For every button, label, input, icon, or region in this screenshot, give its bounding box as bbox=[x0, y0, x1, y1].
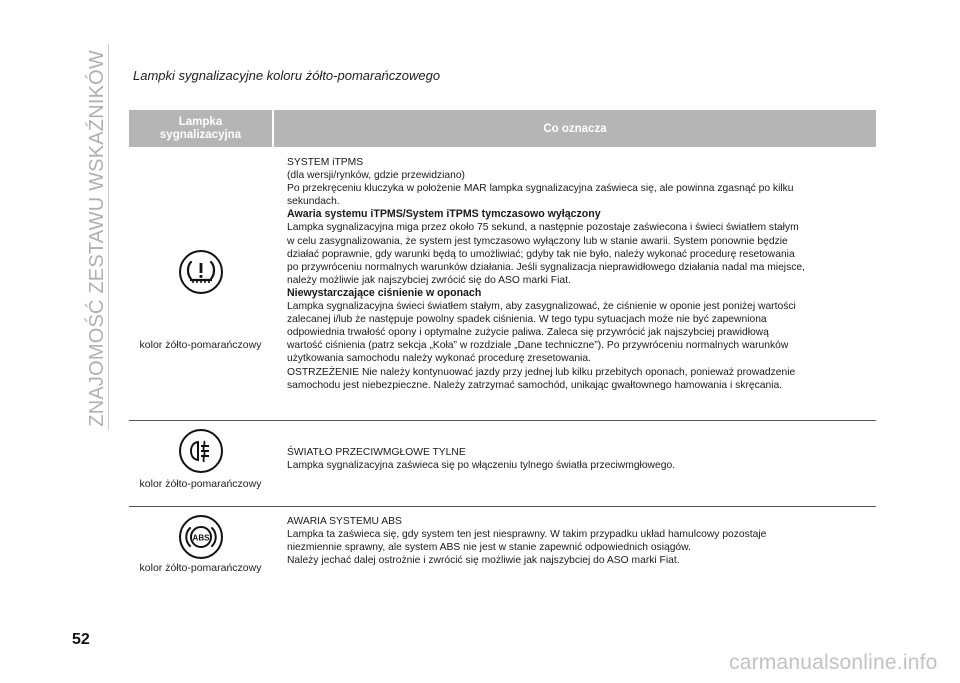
desc-line: działać poprawnie, gdy warunki będą to umożliwiać; gdyby tak nie było, należy wykonać procedurę resetowania bbox=[287, 248, 795, 260]
table-row bbox=[129, 421, 876, 507]
abs-icon-text: ABS bbox=[192, 533, 209, 543]
table-row bbox=[129, 147, 876, 421]
header-lamp-line1: Lampka bbox=[178, 115, 223, 128]
header-lamp bbox=[129, 110, 272, 147]
lamp-description bbox=[287, 507, 876, 589]
page-number: 52 bbox=[72, 631, 90, 648]
desc-line: niezmiennie sprawny, ale system ABS nie jest w stanie zapewnić odpowiednich osiągów. bbox=[287, 542, 691, 554]
desc-line: Lampka sygnalizacyjna miga przez około 75 sekund, a następnie pozostaje zaświecona i świeci światłem stałym bbox=[287, 222, 799, 234]
desc-line: Lampka sygnalizacyjna świeci światłem stałym, aby zasygnalizować, że ciśnienie w oponie jest poniżej wartości bbox=[287, 301, 796, 313]
warning-lights-table bbox=[129, 110, 876, 589]
table-row bbox=[129, 507, 876, 589]
header-meaning: Co oznacza bbox=[274, 110, 876, 147]
chapter-side-title: ZNAJOMOŚĆ ZESTAWU WSKAŹNIKÓW bbox=[86, 50, 108, 427]
lamp-color-label: kolor żółto-pomarańczowy bbox=[139, 478, 262, 490]
desc-line: Lampka ta zaświeca się, gdy system ten jest niesprawny. W takim przypadku układ hamulcowy pozostaje bbox=[287, 529, 767, 541]
desc-line: OSTRZEŻENIE Nie należy kontynuować jazdy przy jednej lub kilku przebitych oponach, ponieważ prowadzenie bbox=[287, 366, 796, 378]
abs-warning-icon bbox=[179, 515, 223, 559]
desc-line: Lampka sygnalizacyjna zaświeca się po włączeniu tylnego światła przeciwmgłowego. bbox=[287, 460, 676, 472]
rear-fog-light-icon bbox=[179, 429, 223, 473]
lamp-description bbox=[287, 421, 876, 506]
desc-line: zalecanej i/lub że następuje powolny spadek ciśnienia. W tego typu sytuacjach może nie być zapewniona bbox=[287, 314, 767, 326]
desc-line: SYSTEM iTPMS bbox=[287, 157, 364, 168]
desc-line: (dla wersji/rynków, gdzie przewidziano) bbox=[287, 170, 465, 182]
desc-line: AWARIA SYSTEMU ABS bbox=[287, 516, 402, 527]
lamp-color-label: kolor żółto-pomarańczowy bbox=[139, 339, 262, 351]
lamp-cell bbox=[129, 147, 272, 420]
watermark: carmanualsonline.info bbox=[729, 651, 938, 674]
desc-line: samochodu jest niebezpieczne. Należy zatrzymać samochód, unikając gwałtownego hamowania i skręcania. bbox=[287, 379, 783, 391]
desc-subheading: Niewystarczające ciśnienie w oponach bbox=[287, 286, 482, 299]
desc-subheading: Awaria systemu iTPMS/System iTPMS tymczasowo wyłączony bbox=[287, 208, 601, 221]
desc-line: w celu zasygnalizowania, że system jest tymczasowo wyłączony lub w stanie awarii. System ponownie będzie bbox=[287, 235, 788, 247]
desc-line: ŚWIATŁO PRZECIWMGŁOWE TYLNE bbox=[287, 447, 466, 458]
section-title: Lampki sygnalizacyjne koloru żółto-pomarańczowego bbox=[133, 68, 441, 83]
desc-line: należy możliwie jak najszybciej zwrócić się do ASO marki Fiat. bbox=[287, 274, 571, 286]
lamp-description bbox=[287, 111, 876, 420]
desc-line: odpowiednia trwałość opony i optymalne zużycie paliwa. Zaleca się przywrócić jak najszybciej prawidłową bbox=[287, 327, 769, 339]
lamp-cell bbox=[129, 507, 272, 589]
desc-line: Należy jechać dalej ostrożnie i zwrócić się możliwie jak najszybciej do ASO marki Fiat. bbox=[287, 555, 680, 567]
lamp-cell bbox=[129, 421, 272, 506]
tire-pressure-warning-icon bbox=[179, 250, 223, 294]
desc-line: sekundach. bbox=[287, 196, 340, 208]
desc-line: wartość ciśnienia (patrz sekcja „Koła” w rozdziale „Dane techniczne”). Po przywróceniu normalnych warunków bbox=[287, 340, 789, 352]
desc-line: po przywróceniu normalnych warunków działania. Jeśli sygnalizacja nieprawidłowego działania nadal ma miejsce, bbox=[287, 261, 805, 273]
lamp-color-label: kolor żółto-pomarańczowy bbox=[139, 562, 262, 574]
desc-line: użytkowania samochodu należy wykonać procedurę zresetowania. bbox=[287, 353, 591, 365]
header-lamp-line2: sygnalizacyjna bbox=[159, 128, 242, 141]
desc-line: Po przekręceniu kluczyka w położenie MAR lampka sygnalizacyjna zaświeca się, ale powinna zgasnąć po kilku bbox=[287, 183, 794, 195]
